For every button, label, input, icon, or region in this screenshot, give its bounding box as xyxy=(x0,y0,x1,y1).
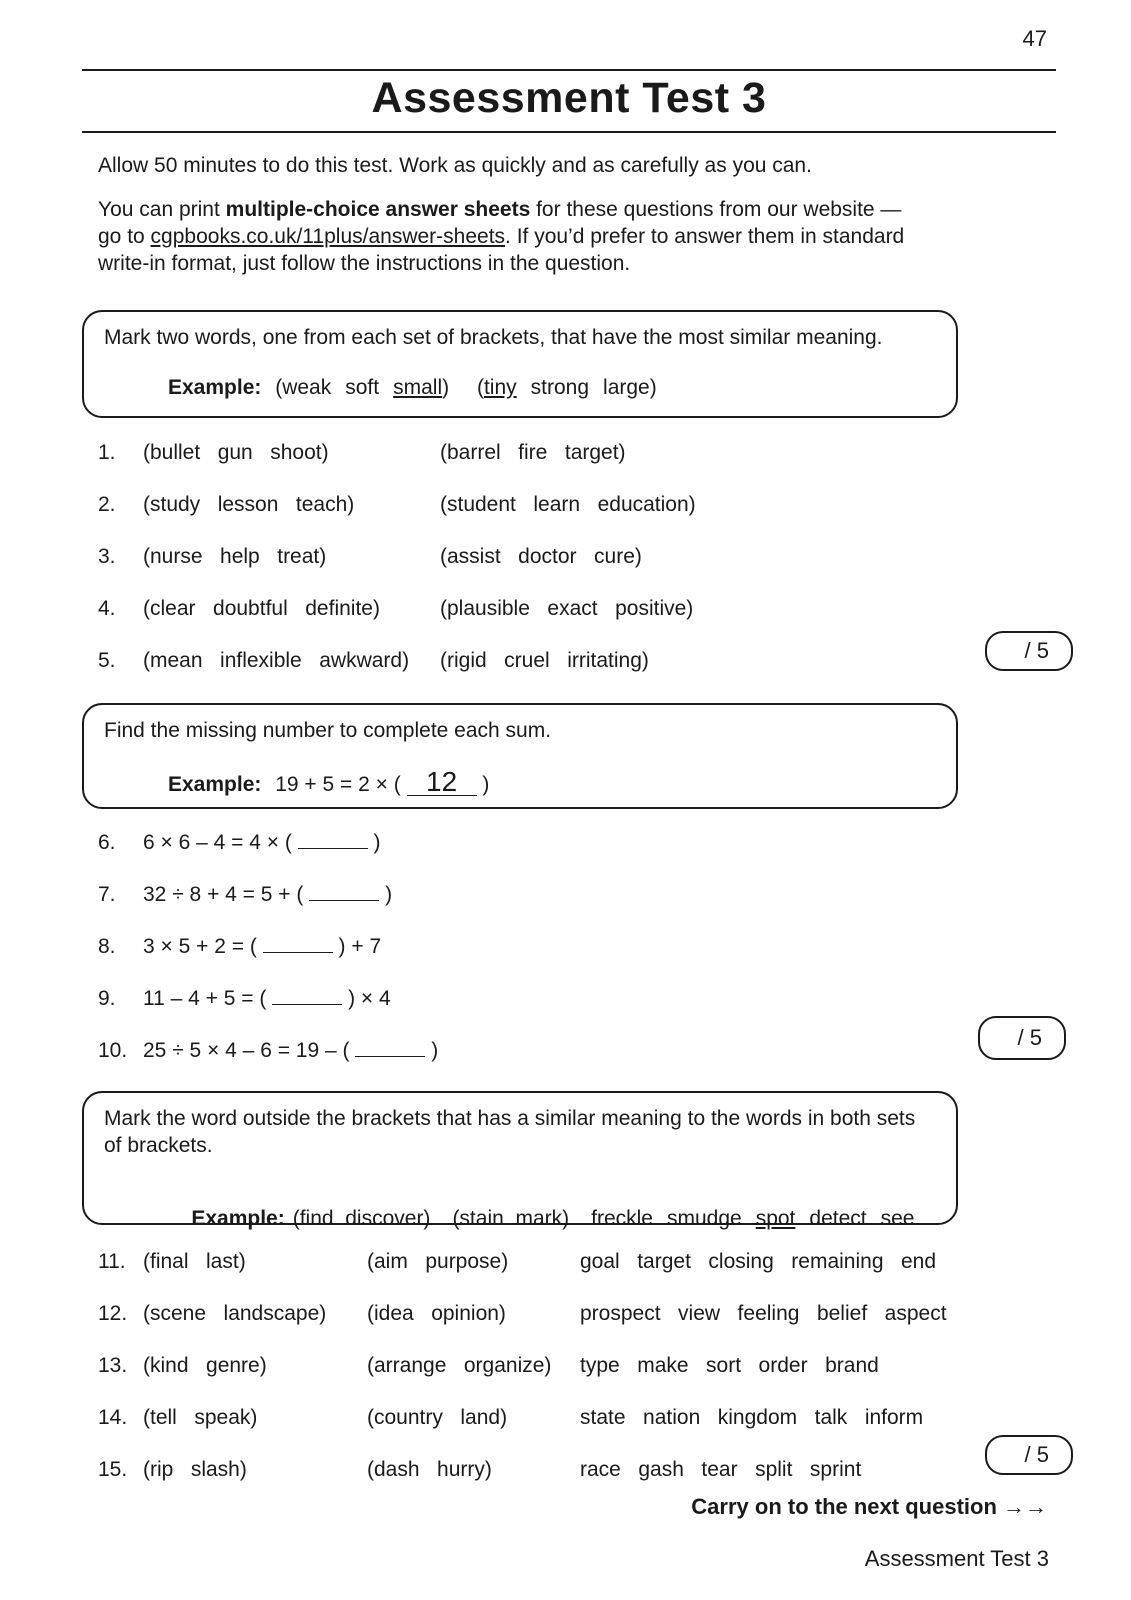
question-number: 10. xyxy=(98,1039,128,1062)
intro-text: for these questions from our website — xyxy=(530,198,902,221)
score-box: / 5 xyxy=(985,1435,1073,1475)
bracket-set-a: (rip slash) xyxy=(143,1458,247,1481)
answer-blank[interactable] xyxy=(298,848,368,849)
question-number: 5. xyxy=(98,649,116,672)
intro-line: Allow 50 minutes to do this test. Work as quickly and as carefully as you can. xyxy=(98,154,812,177)
example-answer: 12 xyxy=(407,769,477,796)
bracket-set-b: (aim purpose) xyxy=(367,1250,509,1273)
instruction-box-missing-number xyxy=(82,703,958,809)
example-word-answer: small xyxy=(393,376,443,399)
question-number: 4. xyxy=(98,597,116,620)
sum xyxy=(143,831,381,855)
example-sum: 19 + 5 = 2 × ( xyxy=(275,773,401,796)
answer-blank[interactable] xyxy=(272,1004,342,1005)
word-set-b[interactable]: (barrel fire target) xyxy=(440,441,626,464)
answer-sheets-link[interactable]: cgpbooks.co.uk/11plus/answer-sheets xyxy=(150,225,506,248)
question-number: 1. xyxy=(98,441,116,464)
example-word: (weak xyxy=(275,376,332,399)
bracket-set-b: (country land) xyxy=(367,1406,508,1429)
word-set-b[interactable]: (plausible exact positive) xyxy=(440,597,694,620)
example-word: strong xyxy=(530,376,590,399)
question-number: 3. xyxy=(98,545,116,568)
example-bracket: ) xyxy=(442,376,450,399)
example-option: see xyxy=(880,1207,915,1230)
instruction-box-synonyms xyxy=(82,310,958,418)
example-bracket: ) xyxy=(482,773,490,796)
example-label: Example: xyxy=(168,773,262,796)
sum-right: ) × 4 xyxy=(348,987,391,1010)
score-box: / 5 xyxy=(985,631,1073,671)
question-number: 7. xyxy=(98,883,116,906)
question-number: 14. xyxy=(98,1406,128,1429)
sum-left: 25 ÷ 5 × 4 – 6 = 19 – ( xyxy=(143,1039,350,1062)
answer-options[interactable]: race gash tear split sprint xyxy=(580,1458,862,1481)
sum xyxy=(143,987,391,1011)
example-option-answer: spot xyxy=(755,1207,796,1230)
bracket-set-b: (arrange organize) xyxy=(367,1354,552,1377)
carry-on-note: Carry on to the next question →→ xyxy=(691,1494,1047,1519)
example-option: freckle xyxy=(591,1207,653,1230)
word-set-b[interactable]: (rigid cruel irritating) xyxy=(440,649,649,672)
sum xyxy=(143,935,381,959)
question-number: 15. xyxy=(98,1458,128,1481)
instruction-text: Find the missing number to complete each sum. xyxy=(104,719,552,742)
word-set-a[interactable]: (mean inflexible awkward) xyxy=(143,649,410,672)
answer-blank[interactable] xyxy=(355,1056,425,1057)
answer-blank[interactable] xyxy=(263,952,333,953)
example-option: smudge xyxy=(666,1207,742,1230)
example-group-1: (find discover) xyxy=(292,1207,431,1230)
intro-bold: multiple-choice answer sheets xyxy=(225,198,531,221)
example-word: soft xyxy=(345,376,380,399)
sum-left: 11 – 4 + 5 = ( xyxy=(143,987,267,1010)
question-number: 2. xyxy=(98,493,116,516)
example-word-answer: tiny xyxy=(483,376,517,399)
intro-text: You can print xyxy=(98,198,226,221)
question-number: 6. xyxy=(98,831,116,854)
title-rule-top xyxy=(82,69,1056,71)
question-number: 12. xyxy=(98,1302,128,1325)
word-set-a[interactable]: (bullet gun shoot) xyxy=(143,441,329,464)
sum-right: ) xyxy=(373,831,381,854)
instruction-text: Mark the word outside the brackets that has a similar meaning to the words in both sets of brackets. xyxy=(104,1107,916,1157)
example-line xyxy=(168,1183,914,1255)
bracket-set-a: (scene landscape) xyxy=(143,1302,327,1325)
footer-title: Assessment Test 3 xyxy=(864,1546,1049,1571)
answer-options[interactable]: goal target closing remaining end xyxy=(580,1250,937,1273)
answer-options[interactable]: prospect view feeling belief aspect xyxy=(580,1302,947,1325)
sum-right: ) xyxy=(385,883,393,906)
example-group-2 xyxy=(477,376,657,399)
instruction-text: Mark two words, one from each set of brackets, that have the most similar meaning. xyxy=(104,326,883,349)
word-set-a[interactable]: (clear doubtful definite) xyxy=(143,597,380,620)
intro-text: write-in format, just follow the instructions in the question. xyxy=(98,252,631,275)
sum-left: 3 × 5 + 2 = ( xyxy=(143,935,257,958)
example-line xyxy=(168,766,490,797)
bracket-set-a: (final last) xyxy=(143,1250,246,1273)
answer-options[interactable]: type make sort order brand xyxy=(580,1354,879,1377)
intro-answer-sheets xyxy=(98,196,958,277)
title-rule-bottom xyxy=(82,131,1056,133)
sum-right: ) + 7 xyxy=(338,935,382,958)
intro-text: go to xyxy=(98,225,151,248)
word-set-a[interactable]: (nurse help treat) xyxy=(143,545,327,568)
page-number: 47 xyxy=(1022,26,1047,51)
sum-left: 6 × 6 – 4 = 4 × ( xyxy=(143,831,292,854)
bracket-set-a: (kind genre) xyxy=(143,1354,267,1377)
word-set-b[interactable]: (assist doctor cure) xyxy=(440,545,642,568)
bracket-set-b: (idea opinion) xyxy=(367,1302,506,1325)
example-option: detect xyxy=(809,1207,867,1230)
page-title: Assessment Test 3 xyxy=(371,74,767,122)
answer-blank[interactable] xyxy=(309,900,379,901)
bracket-set-b: (dash hurry) xyxy=(367,1458,492,1481)
sum xyxy=(143,1039,438,1063)
bracket-set-a: (tell speak) xyxy=(143,1406,258,1429)
example-bracket: ( xyxy=(476,376,484,399)
example-group-2: (stain mark) xyxy=(452,1207,570,1230)
example-group-1 xyxy=(275,376,449,399)
instruction-box-odd-word xyxy=(82,1091,958,1230)
score-box: / 5 xyxy=(978,1016,1066,1060)
question-number: 9. xyxy=(98,987,116,1010)
sum-left: 32 ÷ 8 + 4 = 5 + ( xyxy=(143,883,304,906)
word-set-b[interactable]: (student learn education) xyxy=(440,493,696,516)
intro-text: . If you’d prefer to answer them in standard xyxy=(505,225,905,248)
example-label: Example: xyxy=(168,376,262,399)
question-number: 8. xyxy=(98,935,116,958)
example-word: large) xyxy=(603,376,657,399)
example-label: Example: xyxy=(191,1207,285,1230)
sum-right: ) xyxy=(431,1039,439,1062)
question-number: 13. xyxy=(98,1354,128,1377)
word-set-a[interactable]: (study lesson teach) xyxy=(143,493,355,516)
sum xyxy=(143,883,392,907)
answer-options[interactable]: state nation kingdom talk inform xyxy=(580,1406,924,1429)
question-number: 11. xyxy=(98,1250,126,1273)
example-line xyxy=(168,376,657,400)
